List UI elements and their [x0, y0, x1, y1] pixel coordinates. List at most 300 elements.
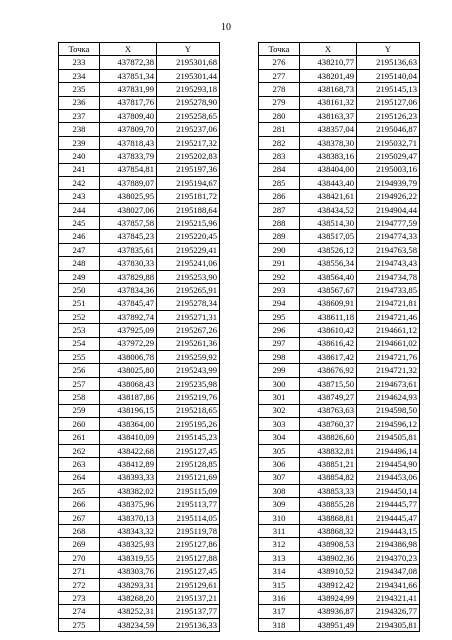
table-row — [59, 565, 220, 578]
x-cell: 438854,82 — [300, 471, 357, 484]
x-cell: 438526,12 — [300, 243, 357, 256]
header-point: Точка — [259, 43, 300, 56]
x-cell: 437809,70 — [100, 123, 157, 136]
x-cell: 438343,32 — [100, 525, 157, 538]
x-cell: 438393,33 — [100, 471, 157, 484]
y-cell: 2195195,26 — [157, 417, 220, 430]
y-cell: 2194733,85 — [357, 284, 420, 297]
x-cell: 438868,32 — [300, 525, 357, 538]
table-row — [59, 56, 220, 69]
point-cell: 251 — [59, 297, 100, 310]
table-row — [259, 471, 420, 484]
point-cell: 241 — [59, 163, 100, 176]
table-row — [259, 270, 420, 283]
point-cell: 316 — [259, 592, 300, 605]
table-body — [59, 56, 220, 632]
table-row — [259, 404, 420, 417]
y-cell: 2194453,06 — [357, 471, 420, 484]
table-row — [59, 310, 220, 323]
x-cell: 438902,36 — [300, 551, 357, 564]
point-cell: 255 — [59, 350, 100, 363]
table-row — [259, 551, 420, 564]
table-row — [59, 324, 220, 337]
x-cell: 438617,42 — [300, 350, 357, 363]
table-row — [59, 458, 220, 471]
y-cell: 2194454,90 — [357, 458, 420, 471]
y-cell: 2194445,47 — [357, 511, 420, 524]
y-cell: 2195243,99 — [157, 364, 220, 377]
point-cell: 266 — [59, 498, 100, 511]
table-row — [259, 243, 420, 256]
x-cell: 438567,67 — [300, 284, 357, 297]
table-row — [259, 96, 420, 109]
point-cell: 274 — [59, 605, 100, 618]
point-cell: 292 — [259, 270, 300, 283]
point-cell: 247 — [59, 243, 100, 256]
page-number: 10 — [221, 22, 231, 33]
point-cell: 258 — [59, 391, 100, 404]
point-cell: 283 — [259, 150, 300, 163]
y-cell: 2194341,66 — [357, 578, 420, 591]
table-row — [259, 123, 420, 136]
table-row — [259, 203, 420, 216]
point-cell: 259 — [59, 404, 100, 417]
point-cell: 252 — [59, 310, 100, 323]
y-cell: 2195301,68 — [157, 56, 220, 69]
y-cell: 2195181,72 — [157, 190, 220, 203]
x-cell: 438868,81 — [300, 511, 357, 524]
table-row — [259, 511, 420, 524]
x-cell: 438252,31 — [100, 605, 157, 618]
y-cell: 2194624,93 — [357, 391, 420, 404]
y-cell: 2194763,58 — [357, 243, 420, 256]
table-row — [59, 391, 220, 404]
table-row — [59, 431, 220, 444]
table-row — [259, 310, 420, 323]
x-cell: 438168,73 — [300, 83, 357, 96]
y-cell: 2195115,09 — [157, 484, 220, 497]
x-cell: 437925,09 — [100, 324, 157, 337]
table-row — [59, 176, 220, 189]
y-cell: 2194721,81 — [357, 297, 420, 310]
point-cell: 305 — [259, 444, 300, 457]
y-cell: 2195194,67 — [157, 176, 220, 189]
y-cell: 2194598,50 — [357, 404, 420, 417]
table-row — [259, 364, 420, 377]
y-cell: 2194904,44 — [357, 203, 420, 216]
point-cell: 293 — [259, 284, 300, 297]
header-row — [59, 43, 220, 56]
table-row — [259, 257, 420, 270]
table-row — [259, 484, 420, 497]
x-cell: 437829,88 — [100, 270, 157, 283]
x-cell: 437892,74 — [100, 310, 157, 323]
y-cell: 2195119,78 — [157, 525, 220, 538]
table-row — [59, 471, 220, 484]
y-cell: 2194734,78 — [357, 270, 420, 283]
header-y: Y — [357, 43, 420, 56]
point-cell: 313 — [259, 551, 300, 564]
point-cell: 263 — [59, 458, 100, 471]
point-cell: 273 — [59, 592, 100, 605]
y-cell: 2195241,06 — [157, 257, 220, 270]
x-cell: 438383,16 — [300, 150, 357, 163]
y-cell: 2195127,88 — [157, 551, 220, 564]
y-cell: 2195267,26 — [157, 324, 220, 337]
y-cell: 2195253,90 — [157, 270, 220, 283]
point-cell: 234 — [59, 69, 100, 82]
point-cell: 249 — [59, 270, 100, 283]
point-cell: 299 — [259, 364, 300, 377]
table-row — [59, 592, 220, 605]
x-cell: 437818,43 — [100, 136, 157, 149]
table-row — [259, 230, 420, 243]
point-cell: 257 — [59, 377, 100, 390]
x-cell: 438303,76 — [100, 565, 157, 578]
point-cell: 314 — [259, 565, 300, 578]
y-cell: 2194305,81 — [357, 618, 420, 631]
x-cell: 438912,42 — [300, 578, 357, 591]
table-row — [59, 444, 220, 457]
y-cell: 2195271,31 — [157, 310, 220, 323]
y-cell: 2195129,61 — [157, 578, 220, 591]
x-cell: 438564,40 — [300, 270, 357, 283]
x-cell: 438210,77 — [300, 56, 357, 69]
table-row — [59, 511, 220, 524]
table-row — [259, 163, 420, 176]
table-row — [59, 578, 220, 591]
header-point: Точка — [59, 43, 100, 56]
header-x: X — [100, 43, 157, 56]
header-row — [259, 43, 420, 56]
table-row — [259, 176, 420, 189]
y-cell: 2194347,08 — [357, 565, 420, 578]
y-cell: 2195145,23 — [157, 431, 220, 444]
point-cell: 291 — [259, 257, 300, 270]
point-cell: 312 — [259, 538, 300, 551]
x-cell: 438325,93 — [100, 538, 157, 551]
x-cell: 438908,53 — [300, 538, 357, 551]
point-cell: 315 — [259, 578, 300, 591]
x-cell: 437872,38 — [100, 56, 157, 69]
x-cell: 438234,59 — [100, 618, 157, 631]
y-cell: 2195136,63 — [357, 56, 420, 69]
x-cell: 438378,30 — [300, 136, 357, 149]
table-row — [259, 217, 420, 230]
point-cell: 278 — [259, 83, 300, 96]
point-cell: 270 — [59, 551, 100, 564]
table-row — [259, 605, 420, 618]
y-cell: 2195128,85 — [157, 458, 220, 471]
table-row — [259, 324, 420, 337]
x-cell: 438357,04 — [300, 123, 357, 136]
point-cell: 269 — [59, 538, 100, 551]
table-row — [59, 150, 220, 163]
x-cell: 438763,63 — [300, 404, 357, 417]
x-cell: 438422,68 — [100, 444, 157, 457]
point-cell: 235 — [59, 83, 100, 96]
point-cell: 317 — [259, 605, 300, 618]
table-row — [259, 56, 420, 69]
x-cell: 438196,15 — [100, 404, 157, 417]
y-cell: 2194673,61 — [357, 377, 420, 390]
point-cell: 310 — [259, 511, 300, 524]
table-row — [259, 498, 420, 511]
y-cell: 2195136,33 — [157, 618, 220, 631]
point-cell: 262 — [59, 444, 100, 457]
point-cell: 282 — [259, 136, 300, 149]
x-cell: 438826,60 — [300, 431, 357, 444]
x-cell: 438832,81 — [300, 444, 357, 457]
x-cell: 438517,05 — [300, 230, 357, 243]
y-cell: 2194596,12 — [357, 417, 420, 430]
point-cell: 308 — [259, 484, 300, 497]
x-cell: 438163,37 — [300, 109, 357, 122]
x-cell: 438610,42 — [300, 324, 357, 337]
x-cell: 438364,00 — [100, 417, 157, 430]
header-y: Y — [157, 43, 220, 56]
table-row — [259, 377, 420, 390]
x-cell: 438936,87 — [300, 605, 357, 618]
point-cell: 236 — [59, 96, 100, 109]
x-cell: 437854,81 — [100, 163, 157, 176]
point-cell: 297 — [259, 337, 300, 350]
x-cell: 438027,06 — [100, 203, 157, 216]
y-cell: 2195265,91 — [157, 284, 220, 297]
x-cell: 438025,80 — [100, 364, 157, 377]
y-cell: 2195032,71 — [357, 136, 420, 149]
table-row — [259, 284, 420, 297]
table-row — [259, 525, 420, 538]
table-row — [259, 337, 420, 350]
x-cell: 438443,40 — [300, 176, 357, 189]
y-cell: 2195188,64 — [157, 203, 220, 216]
x-cell: 438412,89 — [100, 458, 157, 471]
point-cell: 242 — [59, 176, 100, 189]
point-cell: 268 — [59, 525, 100, 538]
point-cell: 289 — [259, 230, 300, 243]
y-cell: 2195003,16 — [357, 163, 420, 176]
table-row — [259, 109, 420, 122]
point-cell: 240 — [59, 150, 100, 163]
x-cell: 438268,20 — [100, 592, 157, 605]
y-cell: 2194721,32 — [357, 364, 420, 377]
y-cell: 2195046,87 — [357, 123, 420, 136]
x-cell: 437851,34 — [100, 69, 157, 82]
point-cell: 284 — [259, 163, 300, 176]
point-cell: 286 — [259, 190, 300, 203]
y-cell: 2195113,77 — [157, 498, 220, 511]
coordinates-table-right — [258, 42, 420, 632]
point-cell: 238 — [59, 123, 100, 136]
x-cell: 437817,76 — [100, 96, 157, 109]
table-row — [259, 444, 420, 457]
y-cell: 2195293,18 — [157, 83, 220, 96]
y-cell: 2195219,76 — [157, 391, 220, 404]
point-cell: 281 — [259, 123, 300, 136]
point-cell: 248 — [59, 257, 100, 270]
point-cell: 254 — [59, 337, 100, 350]
y-cell: 2195127,86 — [157, 538, 220, 551]
x-cell: 438410,09 — [100, 431, 157, 444]
x-cell: 438068,43 — [100, 377, 157, 390]
point-cell: 233 — [59, 56, 100, 69]
point-cell: 294 — [259, 297, 300, 310]
x-cell: 437830,33 — [100, 257, 157, 270]
header-x: X — [300, 43, 357, 56]
table-row — [59, 337, 220, 350]
y-cell: 2195202,83 — [157, 150, 220, 163]
x-cell: 438404,00 — [300, 163, 357, 176]
point-cell: 264 — [59, 471, 100, 484]
y-cell: 2195126,23 — [357, 109, 420, 122]
x-cell: 438421,61 — [300, 190, 357, 203]
y-cell: 2195127,45 — [157, 565, 220, 578]
point-cell: 301 — [259, 391, 300, 404]
x-cell: 438556,34 — [300, 257, 357, 270]
table-row — [259, 83, 420, 96]
table-row — [259, 150, 420, 163]
point-cell: 260 — [59, 417, 100, 430]
x-cell: 437845,23 — [100, 230, 157, 243]
x-cell: 438855,28 — [300, 498, 357, 511]
table-row — [59, 404, 220, 417]
table-row — [59, 136, 220, 149]
table-row — [259, 297, 420, 310]
x-cell: 438434,52 — [300, 203, 357, 216]
x-cell: 438161,32 — [300, 96, 357, 109]
table-row — [259, 458, 420, 471]
table-row — [59, 364, 220, 377]
point-cell: 275 — [59, 618, 100, 631]
x-cell: 438370,13 — [100, 511, 157, 524]
point-cell: 290 — [259, 243, 300, 256]
table-row — [59, 163, 220, 176]
x-cell: 438616,42 — [300, 337, 357, 350]
y-cell: 2194926,22 — [357, 190, 420, 203]
y-cell: 2195220,45 — [157, 230, 220, 243]
point-cell: 311 — [259, 525, 300, 538]
point-cell: 318 — [259, 618, 300, 631]
point-cell: 280 — [259, 109, 300, 122]
table-row — [259, 592, 420, 605]
point-cell: 306 — [259, 458, 300, 471]
x-cell: 437833,79 — [100, 150, 157, 163]
point-cell: 295 — [259, 310, 300, 323]
table-row — [59, 257, 220, 270]
table-row — [259, 190, 420, 203]
table-row — [59, 350, 220, 363]
table-row — [59, 538, 220, 551]
table-row — [259, 565, 420, 578]
x-cell: 438006,78 — [100, 350, 157, 363]
y-cell: 2195127,45 — [157, 444, 220, 457]
coordinates-table-left — [58, 42, 220, 632]
table-row — [259, 69, 420, 82]
point-cell: 302 — [259, 404, 300, 417]
x-cell: 437889,07 — [100, 176, 157, 189]
point-cell: 303 — [259, 417, 300, 430]
table-row — [259, 538, 420, 551]
y-cell: 2195145,13 — [357, 83, 420, 96]
point-cell: 309 — [259, 498, 300, 511]
point-cell: 276 — [259, 56, 300, 69]
table-row — [59, 83, 220, 96]
y-cell: 2195258,65 — [157, 109, 220, 122]
table-row — [59, 605, 220, 618]
x-cell: 438375,96 — [100, 498, 157, 511]
table-row — [59, 525, 220, 538]
point-cell: 253 — [59, 324, 100, 337]
table-row — [259, 136, 420, 149]
point-cell: 267 — [59, 511, 100, 524]
x-cell: 437834,36 — [100, 284, 157, 297]
table-row — [259, 417, 420, 430]
point-cell: 277 — [259, 69, 300, 82]
table-row — [59, 203, 220, 216]
y-cell: 2195301,44 — [157, 69, 220, 82]
x-cell: 437835,61 — [100, 243, 157, 256]
point-cell: 244 — [59, 203, 100, 216]
table-row — [259, 391, 420, 404]
table-row — [59, 484, 220, 497]
x-cell: 438514,30 — [300, 217, 357, 230]
x-cell: 438924,99 — [300, 592, 357, 605]
table-row — [259, 431, 420, 444]
point-cell: 246 — [59, 230, 100, 243]
y-cell: 2195197,36 — [157, 163, 220, 176]
y-cell: 2194443,15 — [357, 525, 420, 538]
y-cell: 2195278,34 — [157, 297, 220, 310]
y-cell: 2194721,76 — [357, 350, 420, 363]
y-cell: 2195259,92 — [157, 350, 220, 363]
x-cell: 438749,27 — [300, 391, 357, 404]
point-cell: 279 — [259, 96, 300, 109]
x-cell: 437809,40 — [100, 109, 157, 122]
point-cell: 261 — [59, 431, 100, 444]
y-cell: 2194743,43 — [357, 257, 420, 270]
table-body — [259, 56, 420, 632]
y-cell: 2194496,14 — [357, 444, 420, 457]
point-cell: 239 — [59, 136, 100, 149]
y-cell: 2195237,06 — [157, 123, 220, 136]
y-cell: 2195217,32 — [157, 136, 220, 149]
y-cell: 2194777,59 — [357, 217, 420, 230]
y-cell: 2194326,77 — [357, 605, 420, 618]
point-cell: 307 — [259, 471, 300, 484]
y-cell: 2194661,12 — [357, 324, 420, 337]
y-cell: 2195127,06 — [357, 96, 420, 109]
y-cell: 2195235,98 — [157, 377, 220, 390]
point-cell: 245 — [59, 217, 100, 230]
y-cell: 2194445,77 — [357, 498, 420, 511]
table-row — [259, 618, 420, 631]
y-cell: 2194939,79 — [357, 176, 420, 189]
table-row — [59, 217, 220, 230]
table-row — [59, 377, 220, 390]
x-cell: 438611,18 — [300, 310, 357, 323]
table-row — [59, 109, 220, 122]
x-cell: 437845,47 — [100, 297, 157, 310]
table-row — [59, 297, 220, 310]
x-cell: 438760,37 — [300, 417, 357, 430]
point-cell: 256 — [59, 364, 100, 377]
y-cell: 2195121,69 — [157, 471, 220, 484]
y-cell: 2195114,05 — [157, 511, 220, 524]
y-cell: 2194386,98 — [357, 538, 420, 551]
table-row — [59, 69, 220, 82]
table-row — [59, 123, 220, 136]
